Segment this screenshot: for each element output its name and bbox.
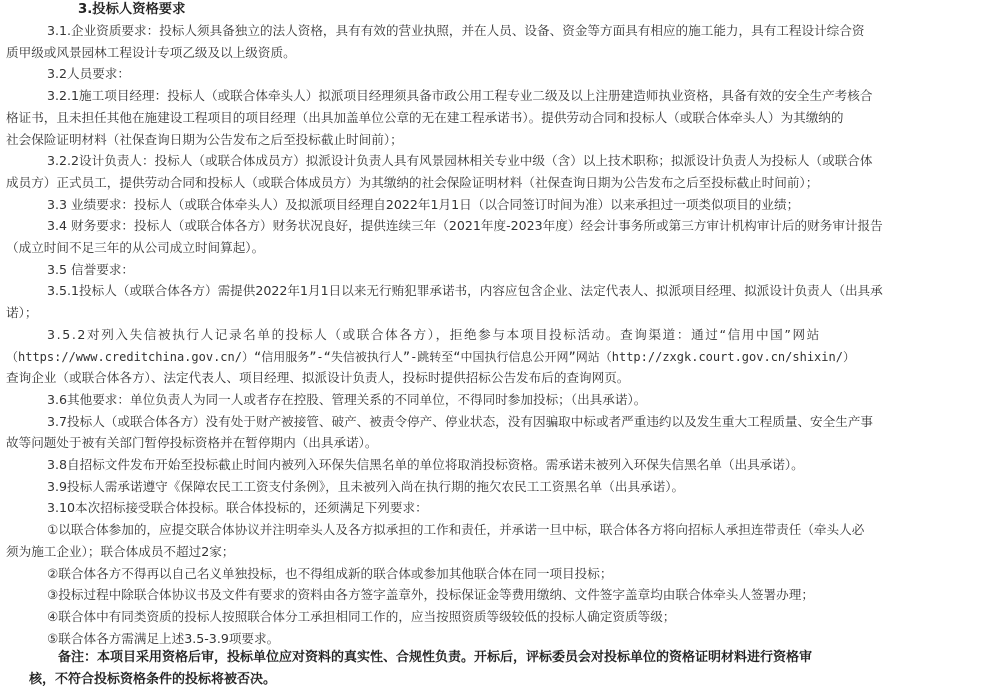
paragraph-line: 质甲级或风景园林工程设计专项乙级及以上级资质。 xyxy=(6,44,296,60)
list-item-line: ⑤联合体各方需满足上述3.5-3.9项要求。 xyxy=(47,630,280,646)
paragraph-line: （https://www.creditchina.gov.cn/）“信用服务”-“失信被执行人”-跳转至“中国执行信息公开网”网站（http://zxgk.court.gov.cn/shixin/） xyxy=(6,349,855,364)
paragraph-line: 3.1.企业资质要求：投标人须具备独立的法人资格，具有有效的营业执照，并在人员、设备、资金等方面具有相应的施工能力，具有工程设计综合资 xyxy=(47,23,865,38)
paragraph-line: 3.6其他要求：单位负责人为同一人或者存在控股、管理关系的不同单位，不得同时参加投标；（出具承诺）。 xyxy=(47,391,647,407)
paragraph-line: 格证书，且未担任其他在施建设工程项目的项目经理（出具加盖单位公章的无在建工程承诺书）。提供劳动合同和投标人（或联合体牵头人）为其缴纳的 xyxy=(6,109,844,125)
list-item-line: ③投标过程中除联合体协议书及文件有要求的资料由各方签字盖章外，投标保证金等费用缴纳、文件签字盖章均由联合体牵头人签署办理； xyxy=(47,587,814,603)
list-item-line: 须为施工企业）；联合体成员不超过2家； xyxy=(6,543,235,559)
section-heading: 3.投标人资格要求 xyxy=(78,2,186,17)
paragraph-line: 3.7投标人（或联合体各方）没有处于财产被接管、破产、被责令停产、停业状态，没有因骗取中标或者严重违约以及发生重大工程质量、安全生产事 xyxy=(47,413,874,429)
paragraph-line: 3.5 信誉要求： xyxy=(47,261,135,277)
paragraph-line: 查询企业（或联合体各方）、法定代表人、项目经理、拟派设计负责人，投标时提供招标公告发布后的查询网页。 xyxy=(6,370,630,386)
note-line: 备注：本项目采用资格后审，投标单位应对资料的真实性、合规性负责。开标后，评标委员会对投标单位的资格证明材料进行资格审 xyxy=(58,650,813,666)
paragraph-line: 3.2人员要求： xyxy=(47,66,130,82)
paragraph-line: 3.5.1投标人（或联合体各方）需提供2022年1月1日以来无行贿犯罪承诺书，内容应包含企业、法定代表人、拟派项目经理、拟派设计负责人（出具承 xyxy=(47,283,883,299)
paragraph-line: 成员方）正式员工，提供劳动合同和投标人（或联合体成员方）为其缴纳的社会保险证明材料（社保查询日期为公告发布之后至投标截止时间前）； xyxy=(6,174,819,190)
paragraph-line: 3.10本次招标接受联合体投标。联合体投标的，还须满足下列要求： xyxy=(47,500,428,516)
list-item-line: ②联合体各方不得再以自己名义单独投标，也不得组成新的联合体或参加其他联合体在同一项目投标； xyxy=(47,565,613,581)
list-item-line: ④联合体中有同类资质的投标人按照联合体分工承担相同工作的，应当按照资质等级较低的投标人确定资质等级； xyxy=(47,608,676,624)
list-item-line: ①以联合体参加的，应提交联合体协议并注明牵头人及各方拟承担的工作和责任，并承诺一旦中标，联合体各方将向招标人承担连带责任（牵头人必 xyxy=(47,522,865,538)
paragraph-line: 3.8自招标文件发布开始至投标截止时间内被列入环保失信黑名单的单位将取消投标资格。需承诺未被列入环保失信黑名单（出具承诺）。 xyxy=(47,457,804,472)
paragraph-line: 3.2.1施工项目经理：投标人（或联合体牵头人）拟派项目经理须具备市政公用工程专业二级及以上注册建造师执业资格，具备有效的安全生产考核合 xyxy=(47,88,873,104)
paragraph-line: （成立时间不足三年的从公司成立时间算起）。 xyxy=(6,240,265,255)
paragraph-line: 3.2.2设计负责人：投标人（或联合体成员方）拟派设计负责人具有风景园林相关专业中级（含）以上技术职称；拟派设计负责人为投标人（或联合体 xyxy=(47,153,873,169)
paragraph-line: 3.4 财务要求：投标人（或联合体各方）财务状况良好，提供连续三年（2021年度-2023年度）经会计事务所或第三方审计机构审计后的财务审计报告 xyxy=(47,218,883,234)
paragraph-line: 故等问题处于被有关部门暂停投标资格并在暂停期内（出具承诺）。 xyxy=(6,435,378,451)
paragraph-line: 3.9投标人需承诺遵守《保障农民工工资支付条例》，且未被列入尚在执行期的拖欠农民工工资黑名单（出具承诺）。 xyxy=(47,478,685,494)
paragraph-line: 社会保险证明材料（社保查询日期为公告发布之后至投标截止时间前）； xyxy=(6,131,403,147)
paragraph-line: 诺）； xyxy=(6,305,38,321)
paragraph-line: 3.5.2对列入失信被执行人记录名单的投标人（或联合体各方），拒绝参与本项目投标活动。查询渠道：通过“信用中国”网站 xyxy=(47,326,821,342)
note-line: 核，不符合投标资格条件的投标将被否决。 xyxy=(29,672,277,687)
paragraph-line: 3.3 业绩要求：投标人（或联合体牵头人）及拟派项目经理自2022年1月1日（以合同签订时间为准）以来承担过一项类似项目的业绩； xyxy=(47,196,800,212)
